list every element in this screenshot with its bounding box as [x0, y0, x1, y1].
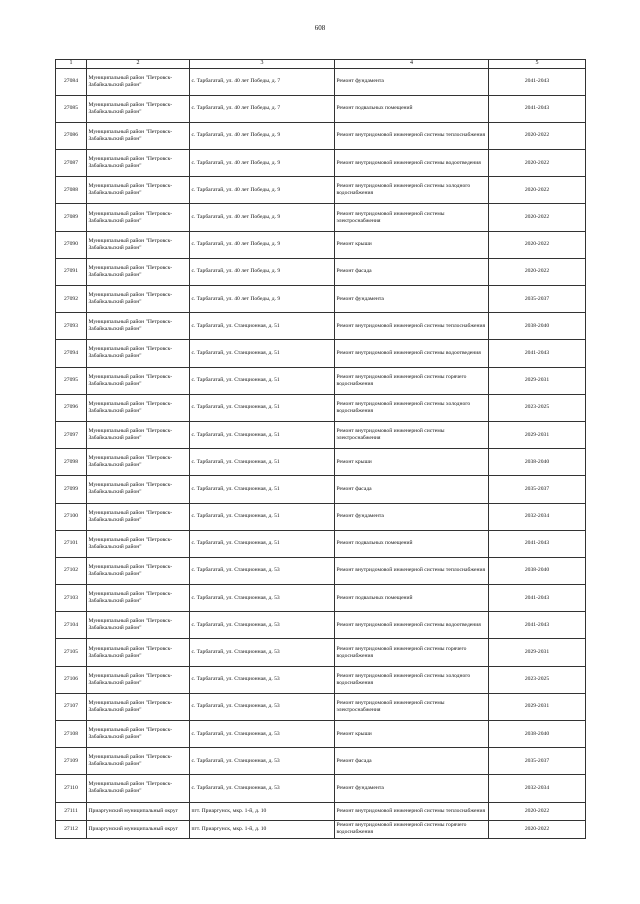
- cell-number: 27105: [56, 639, 87, 666]
- cell-work-type: Ремонт внутридомовой инженерной системы холодного водоснабжения: [335, 177, 489, 204]
- cell-number: 27110: [56, 775, 87, 802]
- header-col-2: 2: [87, 60, 190, 69]
- header-col-4: 4: [335, 60, 489, 69]
- cell-work-type: Ремонт внутридомовой инженерной системы теплоснабжения: [335, 557, 489, 584]
- cell-address: с. Тарбагатай, ул. 40 лет Победы, д. 7: [190, 95, 335, 122]
- cell-period: 2020-2022: [489, 802, 586, 820]
- header-col-1: 1: [56, 60, 87, 69]
- table-row: [56, 503, 586, 530]
- table-row: [56, 693, 586, 720]
- cell-address: с. Тарбагатай, ул. Станционная, д. 51: [190, 394, 335, 421]
- cell-address: с. Тарбагатай, ул. Станционная, д. 51: [190, 340, 335, 367]
- cell-address: с. Тарбагатай, ул. Станционная, д. 53: [190, 775, 335, 802]
- cell-period: 2029-2031: [489, 639, 586, 666]
- cell-work-type: Ремонт крыши: [335, 231, 489, 258]
- cell-district: Муниципальный район "Петровск-Забайкальский район": [87, 95, 190, 122]
- cell-period: 2038-2040: [489, 449, 586, 476]
- cell-period: 2020-2022: [489, 204, 586, 231]
- cell-address: с. Тарбагатай, ул. 40 лет Победы, д. 9: [190, 231, 335, 258]
- table-row: [56, 748, 586, 775]
- cell-number: 27086: [56, 122, 87, 149]
- table-row: [56, 231, 586, 258]
- table-row: [56, 204, 586, 231]
- cell-work-type: Ремонт крыши: [335, 449, 489, 476]
- cell-number: 27089: [56, 204, 87, 231]
- cell-district: Муниципальный район "Петровск-Забайкальский район": [87, 693, 190, 720]
- cell-period: 2020-2022: [489, 258, 586, 285]
- table-body: [56, 68, 586, 838]
- table-row: [56, 313, 586, 340]
- cell-district: Муниципальный район "Петровск-Забайкальский район": [87, 367, 190, 394]
- cell-period: 2032-2034: [489, 503, 586, 530]
- cell-number: 27098: [56, 449, 87, 476]
- cell-district: Муниципальный район "Петровск-Забайкальский район": [87, 748, 190, 775]
- cell-period: 2038-2040: [489, 721, 586, 748]
- cell-work-type: Ремонт внутридомовой инженерной системы электроснабжения: [335, 421, 489, 448]
- cell-work-type: Ремонт внутридомовой инженерной системы электроснабжения: [335, 693, 489, 720]
- cell-district: Муниципальный район "Петровск-Забайкальский район": [87, 258, 190, 285]
- cell-work-type: Ремонт внутридомовой инженерной системы водоотведения: [335, 150, 489, 177]
- cell-district: Муниципальный район "Петровск-Забайкальский район": [87, 503, 190, 530]
- cell-number: 27101: [56, 530, 87, 557]
- cell-work-type: Ремонт внутридомовой инженерной системы электроснабжения: [335, 204, 489, 231]
- cell-work-type: Ремонт крыши: [335, 721, 489, 748]
- cell-period: 2041-2043: [489, 612, 586, 639]
- cell-number: 27087: [56, 150, 87, 177]
- cell-address: с. Тарбагатай, ул. Станционная, д. 51: [190, 313, 335, 340]
- cell-district: Муниципальный район "Петровск-Забайкальский район": [87, 68, 190, 95]
- cell-address: с. Тарбагатай, ул. Станционная, д. 51: [190, 421, 335, 448]
- table-row: [56, 68, 586, 95]
- cell-period: 2041-2043: [489, 585, 586, 612]
- table-row: [56, 340, 586, 367]
- cell-district: Муниципальный район "Петровск-Забайкальский район": [87, 286, 190, 313]
- cell-address: с. Тарбагатай, ул. Станционная, д. 51: [190, 530, 335, 557]
- cell-address: пгт. Приаргунск, мкр. 1-й, д. 10: [190, 820, 335, 838]
- cell-address: с. Тарбагатай, ул. Станционная, д. 51: [190, 503, 335, 530]
- cell-district: Приаргунский муниципальный округ: [87, 802, 190, 820]
- cell-address: с. Тарбагатай, ул. 40 лет Победы, д. 9: [190, 258, 335, 285]
- cell-district: Муниципальный район "Петровск-Забайкальский район": [87, 177, 190, 204]
- header-col-5: 5: [489, 60, 586, 69]
- cell-period: 2020-2022: [489, 150, 586, 177]
- cell-period: 2023-2025: [489, 394, 586, 421]
- cell-period: 2029-2031: [489, 421, 586, 448]
- cell-district: Муниципальный район "Петровск-Забайкальский район": [87, 612, 190, 639]
- table-row: [56, 820, 586, 838]
- table-row: [56, 95, 586, 122]
- table-row: [56, 394, 586, 421]
- cell-address: с. Тарбагатай, ул. Станционная, д. 51: [190, 367, 335, 394]
- cell-district: Муниципальный район "Петровск-Забайкальский район": [87, 530, 190, 557]
- cell-number: 27108: [56, 721, 87, 748]
- cell-work-type: Ремонт фасада: [335, 476, 489, 503]
- cell-number: 27106: [56, 666, 87, 693]
- repair-schedule-table: [55, 59, 586, 839]
- table-row: [56, 476, 586, 503]
- cell-address: с. Тарбагатай, ул. Станционная, д. 53: [190, 585, 335, 612]
- table-row: [56, 122, 586, 149]
- cell-period: 2041-2043: [489, 530, 586, 557]
- cell-address: с. Тарбагатай, ул. Станционная, д. 51: [190, 476, 335, 503]
- cell-period: 2029-2031: [489, 367, 586, 394]
- cell-work-type: Ремонт внутридомовой инженерной системы теплоснабжения: [335, 122, 489, 149]
- cell-district: Муниципальный район "Петровск-Забайкальский район": [87, 666, 190, 693]
- cell-address: с. Тарбагатай, ул. 40 лет Победы, д. 9: [190, 204, 335, 231]
- cell-number: 27111: [56, 802, 87, 820]
- cell-work-type: Ремонт подвальных помещений: [335, 530, 489, 557]
- cell-district: Муниципальный район "Петровск-Забайкальский район": [87, 557, 190, 584]
- cell-work-type: Ремонт фундамента: [335, 286, 489, 313]
- cell-period: 2029-2031: [489, 693, 586, 720]
- cell-number: 27099: [56, 476, 87, 503]
- table-row: [56, 421, 586, 448]
- table-row: [56, 530, 586, 557]
- cell-address: с. Тарбагатай, ул. 40 лет Победы, д. 9: [190, 150, 335, 177]
- cell-number: 27097: [56, 421, 87, 448]
- table-row: [56, 802, 586, 820]
- cell-district: Приаргунский муниципальный округ: [87, 820, 190, 838]
- cell-district: Муниципальный район "Петровск-Забайкальский район": [87, 449, 190, 476]
- cell-number: 27102: [56, 557, 87, 584]
- cell-district: Муниципальный район "Петровск-Забайкальский район": [87, 394, 190, 421]
- page-number: 608: [314, 24, 326, 32]
- cell-work-type: Ремонт фасада: [335, 748, 489, 775]
- cell-number: 27094: [56, 340, 87, 367]
- cell-district: Муниципальный район "Петровск-Забайкальский район": [87, 721, 190, 748]
- table-row: [56, 775, 586, 802]
- cell-work-type: Ремонт внутридомовой инженерной системы водоотведения: [335, 340, 489, 367]
- cell-district: Муниципальный район "Петровск-Забайкальский район": [87, 421, 190, 448]
- cell-number: 27100: [56, 503, 87, 530]
- cell-period: 2032-2034: [489, 775, 586, 802]
- cell-number: 27084: [56, 68, 87, 95]
- cell-work-type: Ремонт внутридомовой инженерной системы горячего водоснабжения: [335, 367, 489, 394]
- cell-number: 27085: [56, 95, 87, 122]
- cell-period: 2038-2040: [489, 557, 586, 584]
- cell-work-type: Ремонт внутридомовой инженерной системы теплоснабжения: [335, 313, 489, 340]
- cell-address: с. Тарбагатай, ул. 40 лет Победы, д. 9: [190, 122, 335, 149]
- cell-work-type: Ремонт фундамента: [335, 775, 489, 802]
- cell-address: с. Тарбагатай, ул. 40 лет Победы, д. 7: [190, 68, 335, 95]
- cell-work-type: Ремонт внутридомовой инженерной системы теплоснабжения: [335, 802, 489, 820]
- cell-period: 2020-2022: [489, 820, 586, 838]
- cell-address: с. Тарбагатай, ул. Станционная, д. 51: [190, 449, 335, 476]
- cell-district: Муниципальный район "Петровск-Забайкальский район": [87, 313, 190, 340]
- cell-address: с. Тарбагатай, ул. Станционная, д. 53: [190, 748, 335, 775]
- table-row: [56, 150, 586, 177]
- cell-address: с. Тарбагатай, ул. 40 лет Победы, д. 9: [190, 286, 335, 313]
- cell-address: пгт. Приаргунск, мкр. 1-й, д. 10: [190, 802, 335, 820]
- cell-district: Муниципальный район "Петровск-Забайкальский район": [87, 340, 190, 367]
- cell-work-type: Ремонт фундамента: [335, 503, 489, 530]
- cell-work-type: Ремонт подвальных помещений: [335, 95, 489, 122]
- cell-period: 2020-2022: [489, 231, 586, 258]
- cell-district: Муниципальный район "Петровск-Забайкальский район": [87, 150, 190, 177]
- cell-period: 2035-2037: [489, 748, 586, 775]
- cell-district: Муниципальный район "Петровск-Забайкальский район": [87, 775, 190, 802]
- cell-district: Муниципальный район "Петровск-Забайкальский район": [87, 585, 190, 612]
- cell-number: 27096: [56, 394, 87, 421]
- table-row: [56, 666, 586, 693]
- table-row: [56, 612, 586, 639]
- table-row: [56, 585, 586, 612]
- cell-work-type: Ремонт внутридомовой инженерной системы водоотведения: [335, 612, 489, 639]
- cell-period: 2041-2043: [489, 340, 586, 367]
- header-col-3: 3: [190, 60, 335, 69]
- cell-number: 27088: [56, 177, 87, 204]
- cell-work-type: Ремонт внутридомовой инженерной системы горячего водоснабжения: [335, 820, 489, 838]
- table-row: [56, 557, 586, 584]
- cell-number: 27107: [56, 693, 87, 720]
- cell-address: с. Тарбагатай, ул. Станционная, д. 53: [190, 612, 335, 639]
- cell-district: Муниципальный район "Петровск-Забайкальский район": [87, 476, 190, 503]
- cell-number: 27095: [56, 367, 87, 394]
- table-row: [56, 721, 586, 748]
- cell-number: 27092: [56, 286, 87, 313]
- cell-period: 2020-2022: [489, 177, 586, 204]
- cell-district: Муниципальный район "Петровск-Забайкальский район": [87, 231, 190, 258]
- table-row: [56, 258, 586, 285]
- cell-work-type: Ремонт подвальных помещений: [335, 585, 489, 612]
- cell-number: 27109: [56, 748, 87, 775]
- cell-address: с. Тарбагатай, ул. Станционная, д. 53: [190, 693, 335, 720]
- cell-work-type: Ремонт фундамента: [335, 68, 489, 95]
- cell-district: Муниципальный район "Петровск-Забайкальский район": [87, 204, 190, 231]
- cell-number: 27091: [56, 258, 87, 285]
- table-row: [56, 639, 586, 666]
- cell-address: с. Тарбагатай, ул. Станционная, д. 53: [190, 639, 335, 666]
- cell-work-type: Ремонт внутридомовой инженерной системы холодного водоснабжения: [335, 394, 489, 421]
- cell-period: 2035-2037: [489, 476, 586, 503]
- cell-address: с. Тарбагатай, ул. Станционная, д. 53: [190, 557, 335, 584]
- cell-number: 27093: [56, 313, 87, 340]
- table-row: [56, 367, 586, 394]
- cell-address: с. Тарбагатай, ул. Станционная, д. 53: [190, 721, 335, 748]
- table-row: [56, 286, 586, 313]
- cell-period: 2020-2022: [489, 122, 586, 149]
- table-row: [56, 449, 586, 476]
- cell-district: Муниципальный район "Петровск-Забайкальский район": [87, 639, 190, 666]
- table-header-row: [56, 60, 586, 69]
- cell-address: с. Тарбагатай, ул. 40 лет Победы, д. 9: [190, 177, 335, 204]
- cell-number: 27103: [56, 585, 87, 612]
- cell-period: 2023-2025: [489, 666, 586, 693]
- cell-period: 2041-2043: [489, 68, 586, 95]
- cell-district: Муниципальный район "Петровск-Забайкальский район": [87, 122, 190, 149]
- cell-work-type: Ремонт внутридомовой инженерной системы горячего водоснабжения: [335, 639, 489, 666]
- cell-period: 2041-2043: [489, 95, 586, 122]
- cell-number: 27112: [56, 820, 87, 838]
- cell-number: 27104: [56, 612, 87, 639]
- cell-number: 27090: [56, 231, 87, 258]
- cell-address: с. Тарбагатай, ул. Станционная, д. 53: [190, 666, 335, 693]
- cell-period: 2035-2037: [489, 286, 586, 313]
- table-row: [56, 177, 586, 204]
- cell-period: 2038-2040: [489, 313, 586, 340]
- cell-work-type: Ремонт внутридомовой инженерной системы холодного водоснабжения: [335, 666, 489, 693]
- cell-work-type: Ремонт фасада: [335, 258, 489, 285]
